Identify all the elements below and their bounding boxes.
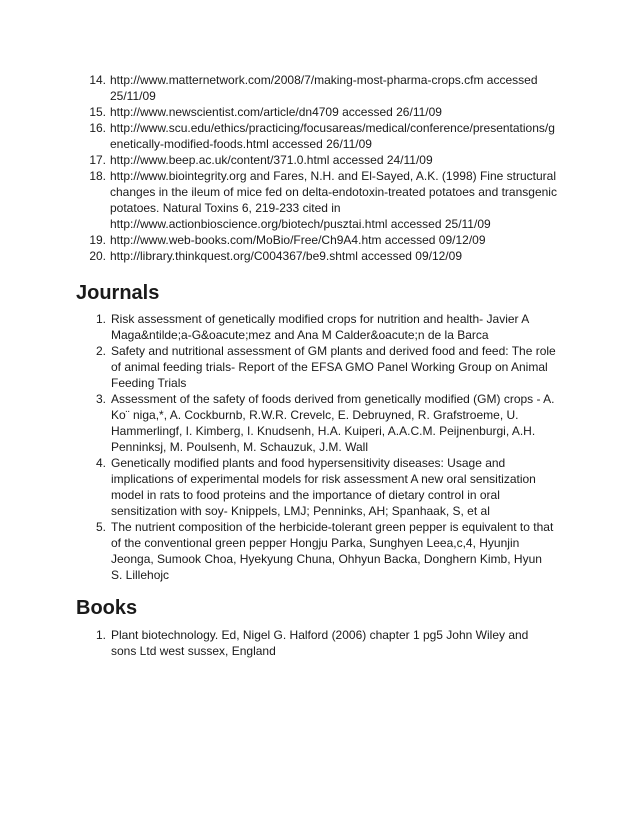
reference-number: 15.: [89, 105, 106, 119]
book-number: 1.: [95, 628, 106, 642]
reference-number: 17.: [89, 153, 106, 167]
journal-number: 1.: [95, 312, 106, 326]
reference-item: [0, 232, 638, 248]
journal-item: [0, 519, 638, 583]
journal-item: [0, 391, 638, 455]
reference-item: [0, 152, 638, 168]
journal-item: [0, 343, 638, 391]
books-heading: Books: [76, 597, 138, 619]
reference-text: http://www.newscientist.com/article/dn4709 accessed 26/11/09: [110, 105, 442, 119]
journals-list: [0, 311, 638, 583]
reference-item: [0, 248, 638, 264]
reference-text: http://www.web-books.com/MoBio/Free/Ch9A4.htm accessed 09/12/09: [110, 233, 486, 247]
journal-number: 5.: [95, 520, 106, 534]
journal-text: Genetically modified plants and food hypersensitivity diseases: Usage and implications of experimental models for risk assessment A new oral sensitization model in rats to food proteins and the importance of dietary control in oral sensitization with soy- Knippels, LMJ; Penninks, AH; Spanhaak, S, et al: [111, 456, 536, 518]
book-text: Plant biotechnology. Ed, Nigel G. Halford (2006) chapter 1 pg5 John Wiley and sons Ltd west sussex, England: [111, 628, 529, 658]
reference-text: http://www.scu.edu/ethics/practicing/focusareas/medical/conference/presentations/g enetically-modified-foods.html accessed 26/11/09: [110, 121, 555, 151]
journal-item: [0, 455, 638, 519]
reference-text: http://library.thinkquest.org/C004367/be9.shtml accessed 09/12/09: [110, 249, 462, 263]
reference-number: 18.: [89, 169, 106, 183]
journal-text: The nutrient composition of the herbicide-tolerant green pepper is equivalent to that of the conventional green pepper Hongju Parka, Sunghyen Leea,c,4, Hyunjin Jeonga, Sumook Choa, Hyekyung Chuna, Ohhyun Backa, Donghern Kimb, Hyun S. Lillehojc: [111, 520, 554, 582]
reference-number: 19.: [89, 233, 106, 247]
reference-item: [0, 168, 638, 232]
reference-text: http://www.biointegrity.org and Fares, N.H. and El-Sayed, A.K. (1998) Fine structural changes in the ileum of mice fed on delta-endotoxin-treated potatoes and transgenic potatoes. Natural Toxins 6, 219-233 cited in http://www.actionbioscience.org/biotech/pusztai.html accessed 25/11/09: [110, 169, 557, 231]
reference-number: 16.: [89, 121, 106, 135]
journal-text: Safety and nutritional assessment of GM plants and derived food and feed: The role of animal feeding trials- Report of the EFSA GMO Panel Working Group on Animal Feeding Trials: [111, 344, 556, 390]
journal-number: 3.: [95, 392, 106, 406]
reference-item: [0, 120, 638, 152]
web-reference-list: [0, 72, 638, 264]
journals-heading: Journals: [76, 282, 160, 304]
books-list: [0, 627, 638, 659]
journal-number: 4.: [95, 456, 106, 470]
journal-item: [0, 311, 638, 343]
reference-number: 20.: [89, 249, 106, 263]
journal-text: Assessment of the safety of foods derived from genetically modified (GM) crops - A. Ko¨ niga,*, A. Cockburnb, R.W.R. Crevelc, E. Debruyned, R. Grafstroeme, U. Hammerlingf, I. Kimberg, I. Knudsenh, H.A. Kuiperi, A.A.C.M. Peijnenburgi, A.H. Penninksj, M. Poulsenh, M. Schauzuk, J.M. Wall: [111, 392, 555, 454]
reference-text: http://www.matternetwork.com/2008/7/making-most-pharma-crops.cfm accessed 25/11/09: [110, 73, 538, 103]
book-item: [0, 627, 638, 659]
reference-item: [0, 104, 638, 120]
journal-number: 2.: [95, 344, 106, 358]
reference-text: http://www.beep.ac.uk/content/371.0.html accessed 24/11/09: [110, 153, 433, 167]
reference-number: 14.: [89, 73, 106, 87]
reference-item: [0, 72, 638, 104]
journal-text: Risk assessment of genetically modified crops for nutrition and health- Javier A Maga&ntilde;a-G&oacute;mez and Ana M Calder&oacute;n de la Barca: [111, 312, 529, 342]
